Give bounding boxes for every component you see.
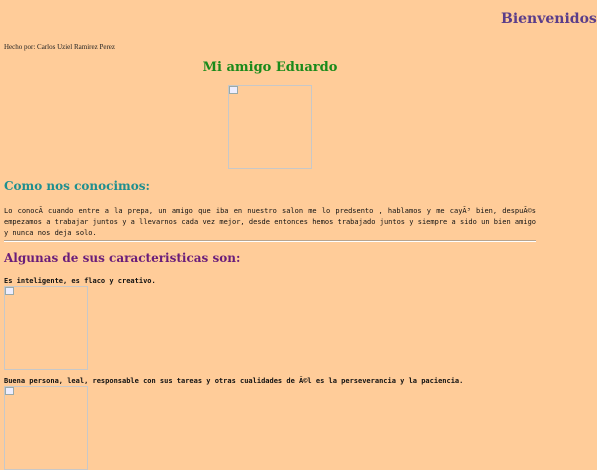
horizontal-divider [4, 240, 536, 242]
how-we-met-paragraph: Lo conocÃ cuando entre a la prepa, un amigo que iba en nuestro salon me lo predsento , hablamos y me cayÃ³ bien, despuÃ©s empezamos a trabajar juntos y a llevarnos cada vez mejor, desde entonces hemos trabajado juntos y siempre a sido un bien amigo y nunca nos deja solo. [4, 207, 536, 237]
broken-image-icon [5, 387, 14, 395]
author-credit: Hecho por: Carlos Uziel Ramirez Perez [4, 43, 115, 51]
trait-line-2: Buena persona, leal, responsable con sus tareas y otras cualidades de Ã©l es la perseverancia y la paciencia. [4, 377, 464, 385]
broken-image-icon [229, 86, 238, 94]
welcome-marquee: Bienvenidos [501, 11, 597, 27]
broken-image-icon [5, 287, 14, 295]
trait-line-1: Es inteligente, es flaco y creativo. [4, 277, 156, 285]
section-heading-characteristics: Algunas de sus caracteristicas son: [4, 251, 241, 265]
friend-photo-traits-2 [4, 386, 88, 470]
friend-photo-main [228, 85, 312, 169]
section-heading-how-we-met: Como nos conocimos: [4, 179, 150, 193]
page-title: Mi amigo Eduardo [202, 60, 338, 75]
friend-photo-traits-1 [4, 286, 88, 370]
